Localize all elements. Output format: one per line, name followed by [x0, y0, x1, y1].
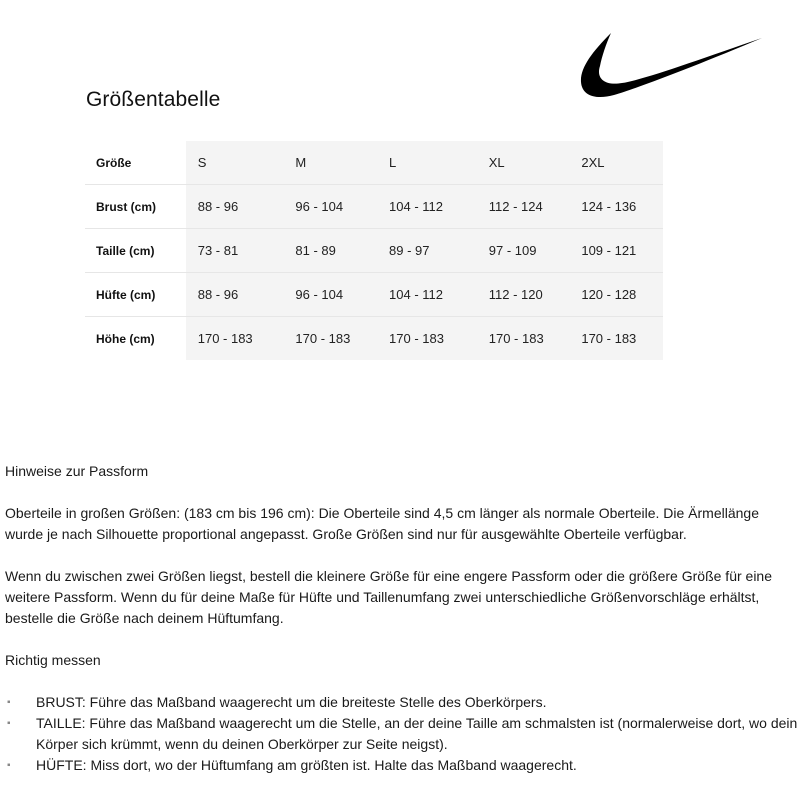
list-item: [5, 692, 800, 713]
measuring-heading: Richtig messen: [5, 652, 101, 668]
table-cell: 112 - 124: [477, 185, 570, 229]
measuring-list: [5, 692, 800, 776]
list-item-text: HÜFTE: Miss dort, wo der Hüftumfang am größten ist. Halte das Maßband waagerecht.: [36, 757, 577, 773]
fit-notes-paragraph: Oberteile in großen Größen: (183 cm bis 196 cm): Die Oberteile sind 4,5 cm länger als normale Oberteile. Die Ärmellänge wurde je nach Silhouette proportional angepasst. Große Größen sind nur für ausgewählte Oberteile verfügbar.: [5, 505, 759, 542]
page-title: Größentabelle: [86, 88, 221, 111]
row-label: Brust (cm): [85, 185, 186, 229]
size-header: 2XL: [569, 141, 663, 185]
bullet-icon: ▪: [7, 760, 11, 771]
size-header: M: [283, 141, 377, 185]
fit-information: [5, 461, 800, 776]
table-cell: 120 - 128: [569, 273, 663, 317]
table-row: [85, 273, 663, 317]
table-cell: 81 - 89: [283, 229, 377, 273]
table-cell: 89 - 97: [377, 229, 477, 273]
row-label: Größe: [85, 141, 186, 185]
table-row: [85, 229, 663, 273]
table-cell: 170 - 183: [569, 317, 663, 361]
list-item-text: BRUST: Führe das Maßband waagerecht um die breiteste Stelle des Oberkörpers.: [36, 694, 547, 710]
list-item-text: TAILLE: Führe das Maßband waagerecht um die Stelle, an der deine Taille am schmalsten ist (normalerweise dort, wo dein Körper sich krümmt, wenn du deinen Oberkörper zur Seite neigst).: [36, 715, 798, 752]
row-label: Taille (cm): [85, 229, 186, 273]
table-row: [85, 317, 663, 361]
table-cell: 124 - 136: [569, 185, 663, 229]
fit-notes-paragraph: Wenn du zwischen zwei Größen liegst, bestell die kleinere Größe für eine engere Passform oder die größere Größe für eine weitere Passform. Wenn du für deine Maße für Hüfte und Taillenumfang zwei unterschiedliche Größenvorschläge erhältst, bestelle die Größe nach deinem Hüftumfang.: [5, 568, 772, 626]
row-label: Hüfte (cm): [85, 273, 186, 317]
table-cell: 96 - 104: [283, 185, 377, 229]
size-chart-table: [85, 141, 663, 360]
table-cell: 109 - 121: [569, 229, 663, 273]
table-header-row: [85, 141, 663, 185]
table-cell: 73 - 81: [186, 229, 284, 273]
size-header: XL: [477, 141, 570, 185]
table-cell: 170 - 183: [283, 317, 377, 361]
list-item: [5, 755, 800, 776]
size-header: S: [186, 141, 284, 185]
table-cell: 104 - 112: [377, 273, 477, 317]
list-item: [5, 713, 800, 755]
table-cell: 170 - 183: [186, 317, 284, 361]
table-cell: 104 - 112: [377, 185, 477, 229]
size-header: L: [377, 141, 477, 185]
row-label: Höhe (cm): [85, 317, 186, 361]
table-row: [85, 185, 663, 229]
table-cell: 170 - 183: [477, 317, 570, 361]
nike-swoosh-icon: [578, 30, 764, 102]
table-cell: 112 - 120: [477, 273, 570, 317]
table-cell: 96 - 104: [283, 273, 377, 317]
table-cell: 88 - 96: [186, 185, 284, 229]
table-cell: 97 - 109: [477, 229, 570, 273]
table-cell: 170 - 183: [377, 317, 477, 361]
fit-notes-heading: Hinweise zur Passform: [5, 463, 149, 479]
bullet-icon: ▪: [7, 718, 11, 729]
bullet-icon: ▪: [7, 697, 11, 708]
table-cell: 88 - 96: [186, 273, 284, 317]
